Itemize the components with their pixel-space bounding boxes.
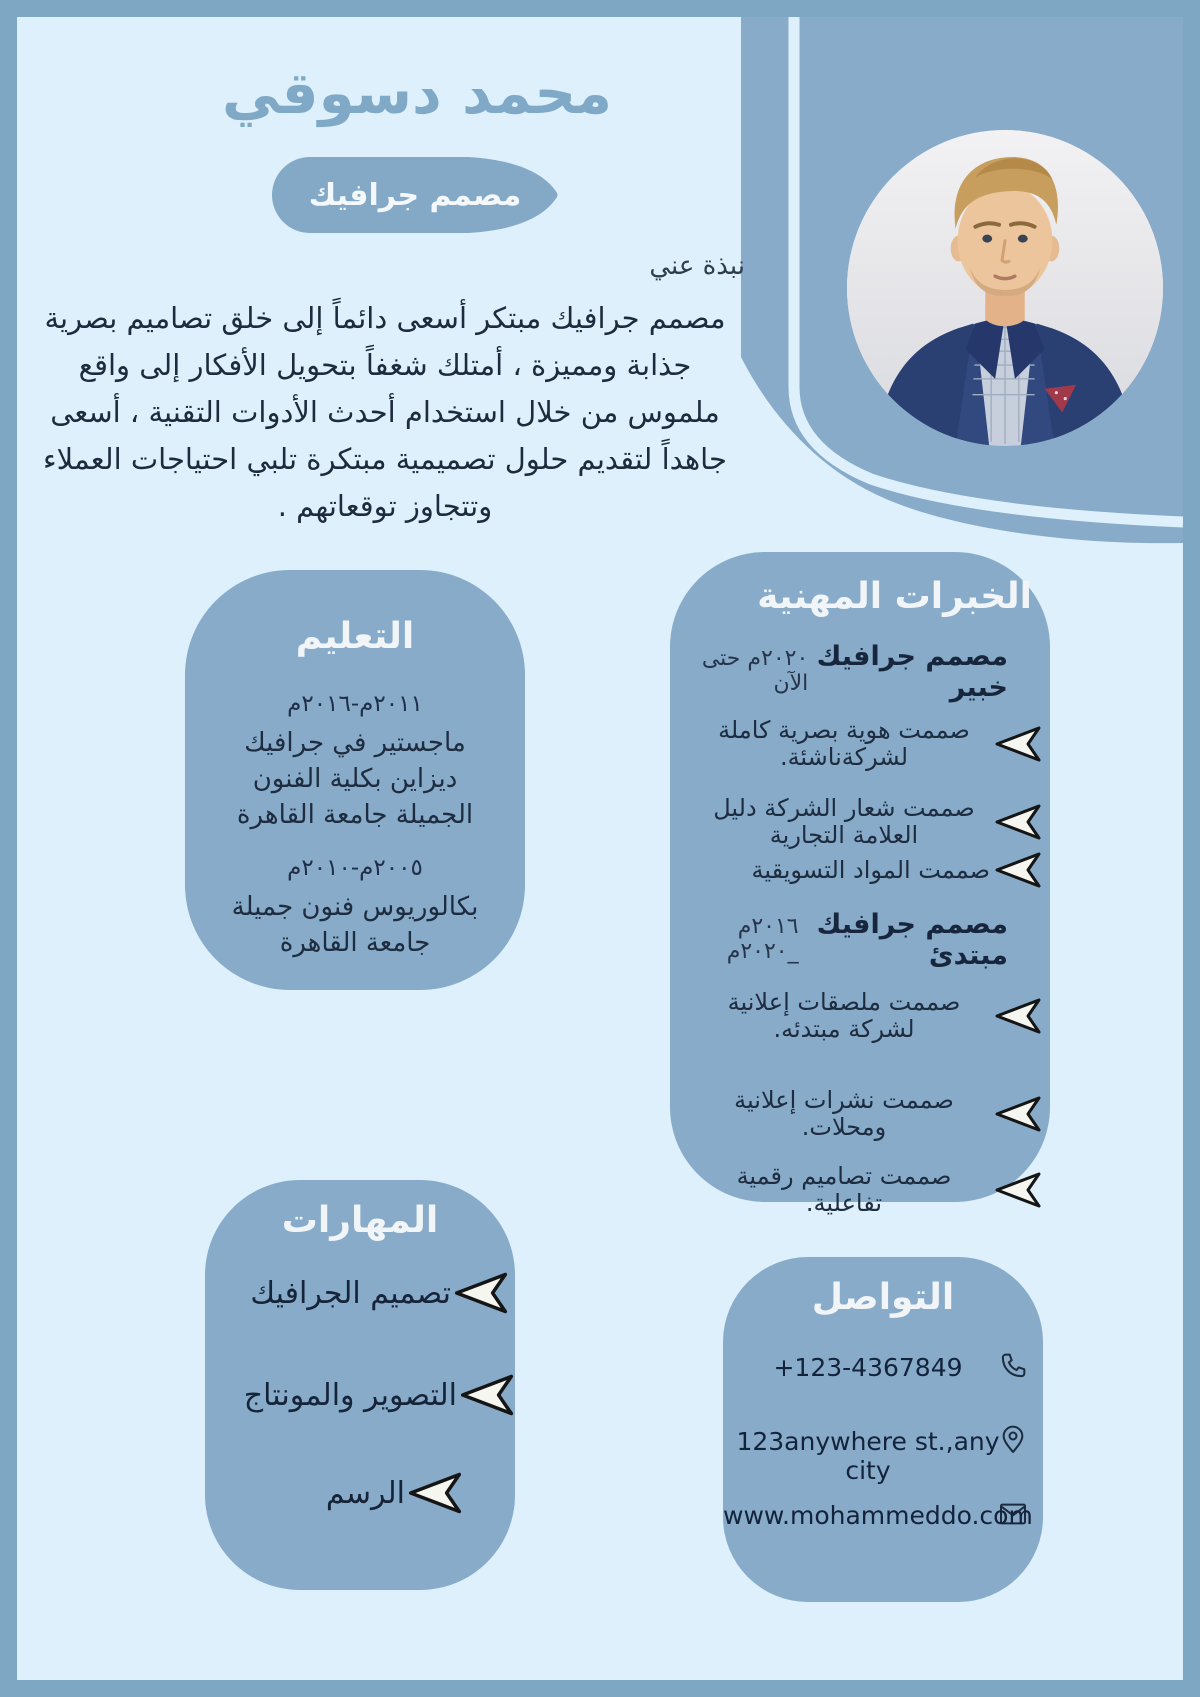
bullet-text: صممت هوية بصرية كاملة لشركةناشئة. <box>718 716 970 771</box>
about-section-label: نبذة عني <box>649 251 745 281</box>
bullet-text: صممت المواد التسويقية <box>751 855 990 884</box>
education-title: التعليم <box>295 616 415 657</box>
education-dates-2: ٢٠٠٥م-٢٠١٠م <box>287 855 423 881</box>
experience-bullet <box>670 795 1050 849</box>
phone-number: +123-4367849 <box>773 1353 963 1382</box>
skill-item <box>205 1271 515 1315</box>
skill-label: التصوير والمونتاج <box>243 1377 457 1413</box>
arrow-left-icon <box>994 725 1042 763</box>
arrow-left-icon <box>994 997 1042 1035</box>
bullet-text: صممت نشرات إعلانية ومحلات. <box>734 1086 954 1141</box>
bullet-text: صممت شعار الشركة دليل العلامة التجارية <box>713 794 975 849</box>
education-card <box>185 570 525 990</box>
job-role: مصمم جرافيك خبير <box>816 641 1008 703</box>
address-text: 123anywhere st.,any city <box>736 1427 1000 1485</box>
person-name: محمد دسوقي <box>221 59 613 127</box>
arrow-left-icon <box>994 803 1042 841</box>
job-title-label: مصمم جرافيك <box>308 177 522 213</box>
education-dates-1: ٢٠١١م-٢٠١٦م <box>287 691 423 717</box>
experience-bullet <box>670 717 1050 771</box>
job-title-badge <box>272 157 558 233</box>
education-degree-2: بكالوريوس فنون جميلة جامعة القاهرة <box>231 892 479 958</box>
skills-card <box>205 1180 515 1590</box>
bullet-text: صممت تصاميم رقمية تفاعلية. <box>736 1162 952 1217</box>
contact-website-row <box>723 1498 1043 1534</box>
job-period: ٢٠٢٠م حتى الآن <box>701 646 809 696</box>
cv-inner-area <box>17 17 1183 1680</box>
contact-phone-row <box>723 1350 1043 1386</box>
contact-title: التواصل <box>811 1277 955 1318</box>
bullet-text: صممت ملصقات إعلانية لشركة مبتدئه. <box>727 988 961 1043</box>
profile-photo <box>847 130 1163 446</box>
skill-item <box>205 1471 515 1515</box>
arrow-left-icon <box>453 1271 509 1315</box>
arrow-left-icon <box>994 1171 1042 1209</box>
contact-address-row <box>723 1424 1043 1485</box>
job-period: ٢٠١٦م _٢٠٢٠م <box>726 914 799 964</box>
website-text: www.mohammeddo.com <box>723 1501 1033 1530</box>
experience-bullet <box>670 851 1050 889</box>
experience-bullet <box>670 1087 1050 1141</box>
skills-title: المهارات <box>281 1200 439 1241</box>
portrait-illustration <box>847 130 1163 446</box>
arrow-left-icon <box>994 1095 1042 1133</box>
job-header <box>670 641 1050 703</box>
arrow-left-icon <box>459 1373 515 1417</box>
education-degree-1: ماجستير في جرافيك ديزاين بكلية الفنون الجميلة جامعة القاهرة <box>236 728 474 830</box>
skill-label: الرسم <box>325 1475 405 1511</box>
skill-label: تصميم الجرافيك <box>250 1275 451 1311</box>
experience-card <box>670 552 1050 1217</box>
experience-bullet <box>670 1163 1050 1217</box>
job-role: مصمم جرافيك مبتدئ <box>816 909 1008 971</box>
contact-card <box>723 1257 1043 1602</box>
job-header <box>670 909 1050 971</box>
about-text: مصمم جرافيك مبتكر أسعى دائماً إلى خلق تصاميم بصرية جذابة ومميزة ، أمتلك شغفاً بتحويل الأفكار إلى واقع ملموس من خلال استخدام أحدث الأدوات التقنية ، أسعى جاهداً لتقديم حلول تصميمية مبتكرة تلبي احتياجات العملاء وتتجاوز توقعاتهم . <box>43 301 727 523</box>
skill-item <box>205 1373 515 1417</box>
experience-title: الخبرات المهنية <box>757 576 1032 617</box>
arrow-left-icon <box>994 851 1042 889</box>
arrow-left-icon <box>407 1471 463 1515</box>
experience-bullet <box>670 989 1050 1043</box>
